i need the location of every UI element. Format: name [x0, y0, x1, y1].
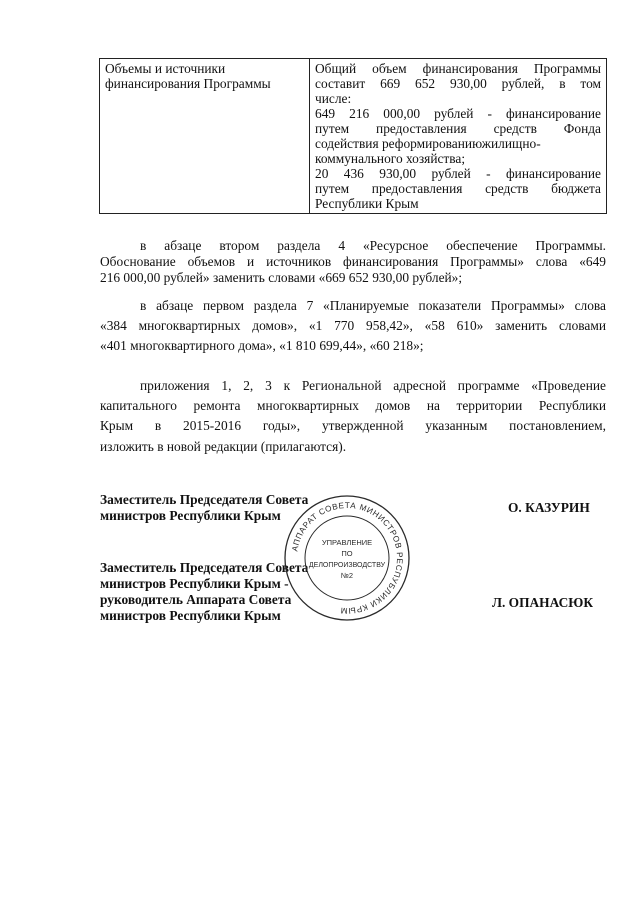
signature-title-line: министров Республики Крым -	[100, 576, 289, 591]
stamp-center-line: ДЕЛОПРОИЗВОДСТВУ	[308, 562, 386, 569]
signature-title-line: руководитель Аппарата Совета	[100, 592, 292, 607]
signature-title-line: министров Республики Крым	[100, 608, 281, 623]
table-content-line: числе:	[315, 91, 352, 106]
stamp-center-line: №2	[340, 571, 354, 580]
table-content-line: Республики Крым	[315, 196, 419, 211]
paragraph-line: капитального ремонта многоквартирных домов на территории Республики	[100, 398, 606, 414]
paragraph-line: «401 многоквартирного дома», «1 810 699,44», «60 218»;	[100, 338, 424, 354]
paragraph-line: в абзаце втором раздела 4 «Ресурсное обеспечение Программы.	[140, 238, 606, 253]
signature2-name: Л. ОПАНАСЮК	[492, 595, 594, 610]
paragraph-line: Обоснование объемов и источников финансирования Программы» слова «649	[100, 254, 606, 270]
paragraph-line: изложить в новой редакции (прилагаются).	[100, 438, 347, 454]
paragraph-appendices	[100, 378, 606, 455]
table-content-line: путем предоставления средств бюджета	[315, 181, 601, 196]
table-content-line: путем предоставления средств Фонда	[315, 121, 601, 136]
signature-title-line: Заместитель Председателя Совета	[100, 492, 309, 507]
paragraph-section4	[100, 238, 606, 287]
table-label-line: финансирования Программы	[105, 76, 271, 91]
signature-title-line: Заместитель Председателя Совета	[100, 560, 309, 575]
stamp-outer-ring	[285, 496, 409, 620]
official-stamp	[282, 493, 412, 623]
table-content-cell	[310, 59, 607, 214]
signature2-title	[100, 560, 308, 624]
signature1-title	[100, 492, 308, 524]
stamp-center-line: УПРАВЛЕНИЕ	[321, 538, 373, 547]
stamp-ring-text: АППАРАТ СОВЕТА МИНИСТРОВ РЕСПУБЛИКИ КРЫМ	[290, 500, 405, 616]
stamp-inner-ring	[305, 516, 389, 600]
table-content-line: составит 669 652 930,00 рублей, в том	[315, 76, 601, 91]
stamp-center-line: ПО	[341, 549, 353, 558]
paragraph-line: 216 000,00 рублей» заменить словами «669 652 930,00 рублей»;	[100, 270, 463, 286]
table-content-line: содействия реформированиюжилищно-	[315, 136, 541, 151]
paragraph-line: Крым в 2015-2016 годы», утвержденной указанным постановлением,	[100, 418, 606, 434]
paragraph-line: в абзаце первом раздела 7 «Планируемые показатели Программы» слова	[140, 298, 606, 313]
paragraph-section7	[100, 298, 606, 355]
table-label-cell	[100, 59, 310, 214]
paragraph-line: приложения 1, 2, 3 к Региональной адресной программе «Проведение	[140, 378, 606, 393]
table-content-line: 649 216 000,00 рублей - финансирование	[315, 106, 601, 121]
table-content-line: коммунального хозяйства;	[315, 151, 466, 166]
signature-title-line: министров Республики Крым	[100, 508, 281, 523]
paragraph-line: «384 многоквартирных домов», «1 770 958,42», «58 610» заменить словами	[100, 318, 606, 334]
financing-table	[99, 58, 607, 214]
table-content-line: 20 436 930,00 рублей - финансирование	[315, 166, 601, 181]
table-content-line: Общий объем финансирования Программы	[315, 61, 601, 76]
table-row	[100, 59, 607, 214]
table-label-line: Объемы и источники	[105, 61, 226, 76]
signature1-name: О. КАЗУРИН	[508, 500, 590, 515]
